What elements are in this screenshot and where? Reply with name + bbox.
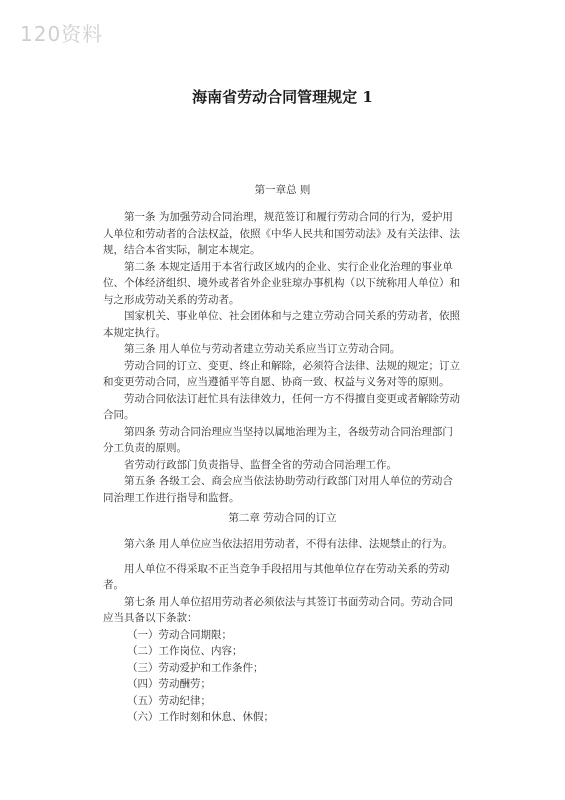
article-2: 第二条 本规定适用于本省行政区域内的企业、实行企业化治理的事业单位、个体经济组织、境外或者省外企业驻琼办事机构（以下统称用人单位）和与之形成劳动关系的劳动者。 — [103, 260, 460, 306]
article-4-paragraph-2: 省劳动行政部门负责指导、监督全省的劳动合同治理工作。 — [124, 458, 397, 471]
clause-item: （二）工作岗位、内容； — [127, 645, 243, 657]
article-3-paragraph-3: 劳动合同依法订赶忙具有法律效力，任何一方不得擅自变更或者解除劳动合同。 — [103, 392, 460, 421]
clause-item: （四）劳动酬劳； — [127, 678, 211, 690]
article-3-paragraph-2: 劳动合同的订立、变更、终止和解除，必须符合法律、法规的规定；订立和变更劳动合同，应当遵循平等自愿、协商一致、权益与义务对等的原则。 — [103, 359, 460, 388]
article-4: 第四条 劳动合同治理应当坚持以属地治理为主，各级劳动合同治理部门分工负责的原则。 — [103, 425, 453, 454]
article-7: 第七条 用人单位招用劳动者必须依法与其签订书面劳动合同。劳动合同应当具备以下条款： — [103, 595, 453, 624]
clause-item: （一）劳动合同期限； — [127, 628, 232, 641]
article-6: 第六条 用人单位应当依法招用劳动者，不得有法律、法规禁止的行为。 — [124, 538, 453, 550]
chapter-1-body — [103, 209, 463, 506]
chapter-1-heading: 第一章总 则 — [254, 184, 311, 196]
article-3: 第三条 用人单位与劳动者建立劳动关系应当订立劳动合同。 — [124, 343, 401, 355]
chapter-2-heading: 第二章 劳动合同的订立 — [228, 512, 337, 524]
document-title: 海南省劳动合同管理规定 1 — [192, 88, 373, 106]
chapter-2-body — [103, 536, 463, 726]
clause-item: （五）劳动纪律； — [127, 694, 211, 707]
watermark-logo: 120资料 — [20, 22, 104, 46]
clause-item: （三）劳动爱护和工作条件； — [127, 661, 264, 674]
article-5: 第五条 各级工会、商会应当依法协助劳动行政部门对用人单位的劳动合同治理工作进行指导和监督。 — [103, 475, 453, 504]
clause-item: （六）工作时刻和休息、休假； — [127, 711, 274, 723]
article-6-paragraph-2: 用人单位不得采取不正当竞争手段招用与其他单位存在劳动关系的劳动者。 — [103, 562, 450, 591]
article-2-supplement: 国家机关、事业单位、社会团体和与之建立劳动合同关系的劳动者，依照本规定执行。 — [103, 310, 460, 339]
article-1: 第一条 为加强劳动合同治理，规范签订和履行劳动合同的行为，爱护用人单位和劳动者的合法权益，依照《中华人民共和国劳动法》及有关法律、法规，结合本省实际，制定本规定。 — [103, 211, 460, 256]
